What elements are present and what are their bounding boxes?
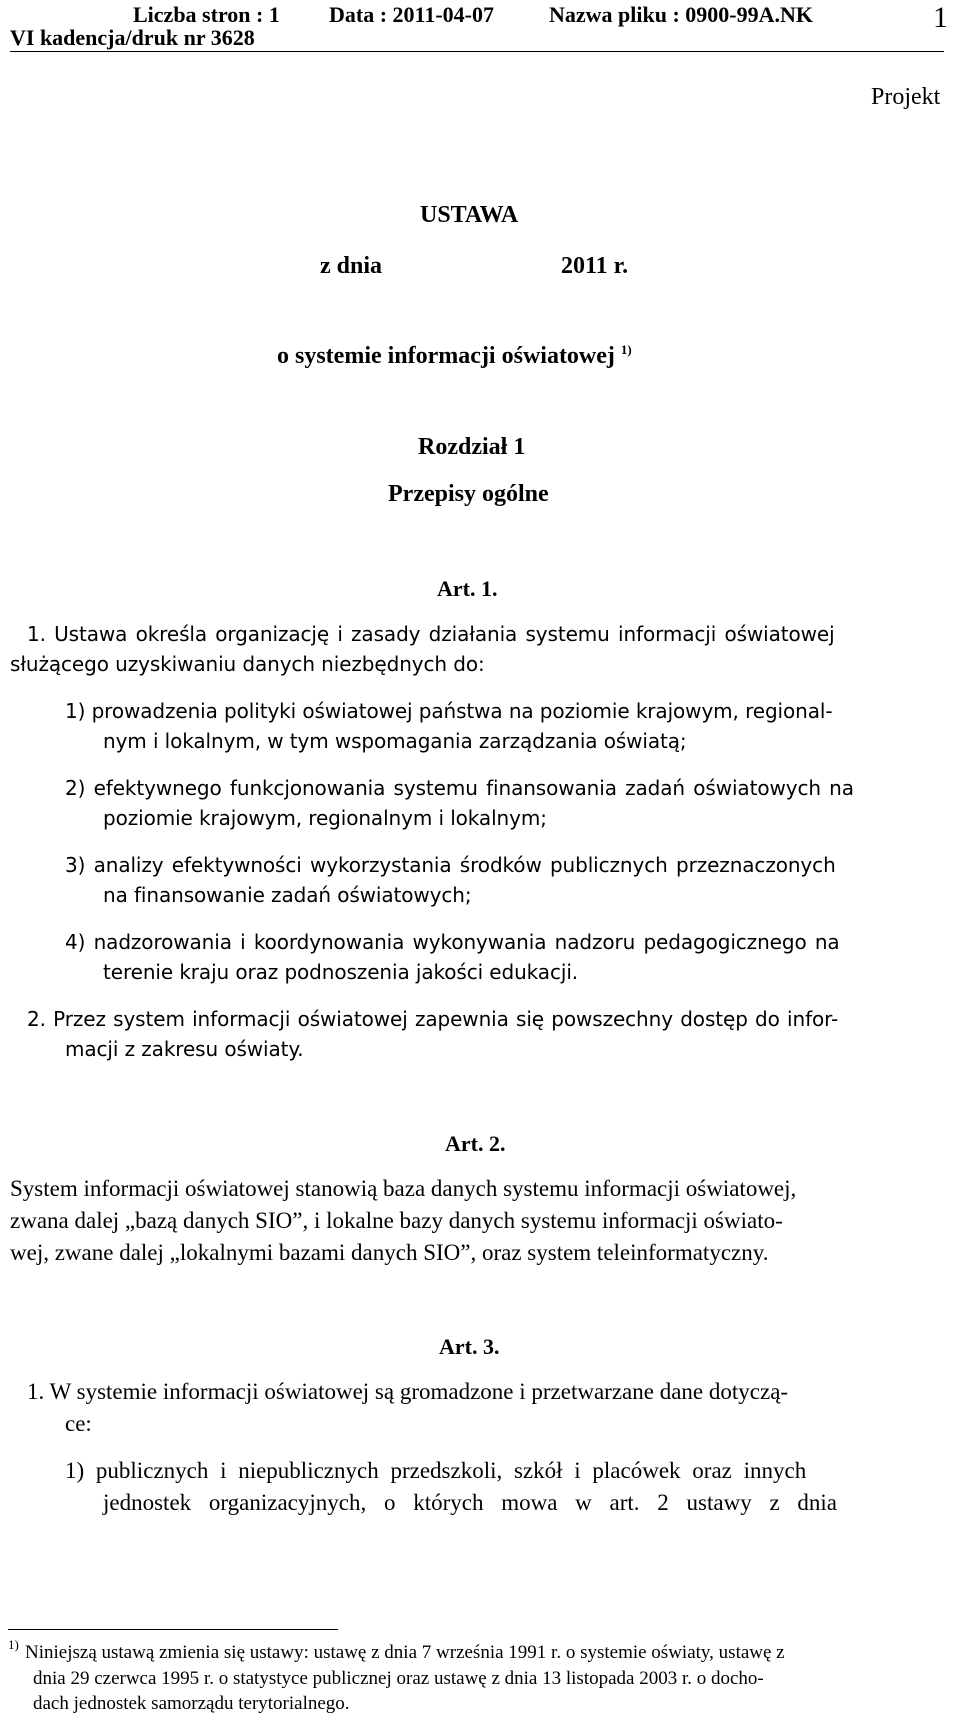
- art2-heading: Art. 2.: [445, 1131, 506, 1156]
- art1-item2-line1: 2) efektywnego funkcjonowania systemu finansowania zadań oświatowych na: [65, 776, 854, 800]
- footnote-separator: [8, 1629, 338, 1630]
- header-filename: Nazwa pliku : 0900-99A.NK: [549, 2, 814, 27]
- art3-p1-line1: 1. W systemie informacji oświatowej są gromadzone i przetwarzane dane dotyczą-: [27, 1379, 789, 1404]
- art1-item3-line1: 3) analizy efektywności wykorzystania środków publicznych przeznaczonych: [65, 853, 836, 877]
- doc-date-year: 2011 r.: [561, 253, 629, 279]
- footnote-line1: Niniejszą ustawą zmienia się ustawy: ustawę z dnia 7 września 1991 r. o systemie oświaty, ustawę z: [25, 1642, 785, 1663]
- art1-item4-line1: 4) nadzorowania i koordynowania wykonywania nadzoru pedagogicznego na: [65, 930, 840, 954]
- footnote-line2: dnia 29 czerwca 1995 r. o statystyce publicznej oraz ustawę z dnia 13 listopada 2003 r. o docho-: [33, 1668, 764, 1689]
- art1-heading: Art. 1.: [437, 576, 498, 601]
- art3-item1-line2: jednostek organizacyjnych, o których mowa w art. 2 ustawy z dnia: [103, 1490, 838, 1515]
- art1-item2-line2: poziomie krajowym, regionalnym i lokalnym;: [103, 806, 547, 830]
- art2-line3: wej, zwane dalej „lokalnymi bazami danych SIO”, oraz system teleinformatyczny.: [10, 1240, 769, 1265]
- art2-line1: System informacji oświatowej stanowią baza danych systemu informacji oświatowej,: [10, 1176, 797, 1201]
- art1-p2-line2: macji z zakresu oświaty.: [65, 1037, 304, 1061]
- footnote-ref: 1): [620, 342, 632, 357]
- footnote-marker: 1): [8, 1637, 19, 1652]
- doc-title: USTAWA: [420, 202, 519, 228]
- header-date: Data : 2011-04-07: [329, 2, 494, 27]
- art1-p1-line2: służącego uzyskiwaniu danych niezbędnych do:: [10, 652, 485, 676]
- art3-heading: Art. 3.: [439, 1334, 500, 1359]
- doc-date-prefix: z dnia: [320, 253, 383, 279]
- art1-item1-line1: 1) prowadzenia polityki oświatowej państwa na poziomie krajowym, regional-: [65, 699, 833, 723]
- header-term: VI kadencja/druk nr 3628: [10, 25, 255, 50]
- header-page-count: Liczba stron : 1: [133, 2, 280, 27]
- art1-p1-line1: 1. Ustawa określa organizację i zasady działania systemu informacji oświatowej: [27, 622, 835, 646]
- art2-line2: zwana dalej „bazą danych SIO”, i lokalne bazy danych systemu informacji oświato-: [10, 1208, 783, 1233]
- art3-item1-line1: 1) publicznych i niepublicznych przedszkoli, szkół i placówek oraz innych: [65, 1458, 807, 1483]
- doc-subject: o systemie informacji oświatowej $^{1)}$: [277, 342, 632, 369]
- art3-p1-line2: ce:: [65, 1411, 92, 1436]
- art1-item4-line2: terenie kraju oraz podnoszenia jakości edukacji.: [103, 960, 579, 984]
- header-page-number: 1: [933, 1, 948, 34]
- art1-item1-line2: nym i lokalnym, w tym wspomagania zarządzania oświatą;: [103, 729, 687, 753]
- chapter-name: Przepisy ogólne: [388, 481, 549, 507]
- chapter-heading: Rozdział 1: [418, 434, 526, 460]
- art1-p2-line1: 2. Przez system informacji oświatowej zapewnia się powszechny dostęp do infor-: [27, 1007, 839, 1031]
- header-rule: [10, 51, 944, 52]
- art1-item3-line2: na finansowanie zadań oświatowych;: [103, 883, 472, 907]
- footnote-line3: dach jednostek samorządu terytorialnego.: [33, 1693, 350, 1714]
- projekt-label: Projekt: [871, 84, 941, 110]
